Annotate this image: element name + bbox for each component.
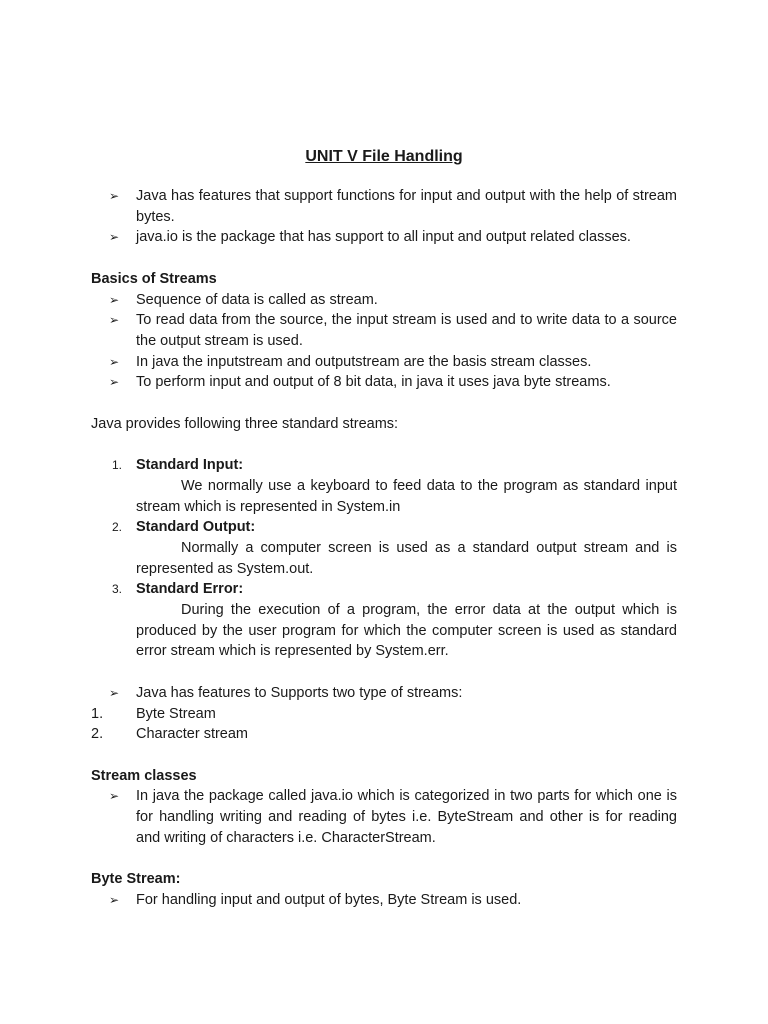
item-label: Standard Input:: [136, 457, 244, 474]
item-description: During the execution of a program, the error data at the output which is produced by the user program for which the computer screen is used as standard error stream which is represented by System.err.: [136, 602, 677, 660]
arrowhead-bullet-icon: ➢: [109, 375, 120, 390]
page-title: UNIT V File Handling: [305, 148, 463, 165]
bullet-text: Java has features that support functions for input and output with the help of stream bytes.: [136, 188, 677, 225]
section-heading-byte-stream: Byte Stream:: [91, 871, 181, 888]
item-description: We normally use a keyboard to feed data to the program as standard input stream which is represented in System.in: [136, 477, 677, 515]
list-item: [91, 704, 677, 725]
list-item: [91, 890, 677, 911]
bullet-text: In java the inputstream and outputstream are the basis stream classes.: [136, 353, 592, 370]
item-text: Byte Stream: [136, 705, 216, 722]
item-number: 1.: [91, 705, 104, 722]
bullet-text: For handling input and output of bytes, Byte Stream is used.: [136, 891, 522, 908]
bullet-text: Sequence of data is called as stream.: [136, 291, 378, 308]
list-item: [91, 455, 677, 476]
arrowhead-bullet-icon: ➢: [109, 292, 120, 307]
spacer: [91, 393, 677, 414]
list-item: [91, 352, 677, 373]
list-item: [91, 186, 677, 227]
section-heading-stream-classes: Stream classes: [91, 767, 197, 784]
arrowhead-bullet-icon: ➢: [109, 230, 120, 245]
bullet-text: In java the package called java.io which is categorized in two parts for which one is for handling writing and reading of bytes i.e. ByteStream and other is for reading and writing of characters i.e. CharacterStream.: [136, 788, 677, 846]
spacer: [91, 745, 677, 766]
arrowhead-bullet-icon: ➢: [109, 685, 120, 700]
document-page: [91, 146, 677, 911]
list-item: [91, 372, 677, 393]
item-label: Standard Error:: [136, 581, 244, 598]
list-item: [91, 786, 677, 848]
spacer: [91, 248, 677, 269]
list-item: [91, 683, 677, 704]
list-item: [91, 290, 677, 311]
standard-streams-intro: Java provides following three standard streams:: [91, 415, 399, 432]
section-heading-basics: Basics of Streams: [91, 270, 217, 287]
arrowhead-bullet-icon: ➢: [109, 313, 120, 328]
item-text: Character stream: [136, 726, 249, 743]
stream-classes-bullet-list: [91, 786, 677, 848]
list-item: [91, 310, 677, 351]
bullet-text: Java has features to Supports two type of streams:: [136, 684, 463, 701]
spacer: [91, 848, 677, 869]
arrowhead-bullet-icon: ➢: [109, 789, 120, 804]
bullet-text: To read data from the source, the input stream is used and to write data to a source the output stream is used.: [136, 312, 677, 349]
list-item: [91, 724, 677, 745]
spacer: [91, 662, 677, 683]
bullet-text: To perform input and output of 8 bit data, in java it uses java byte streams.: [136, 374, 611, 391]
bullet-text: java.io is the package that has support to all input and output related classes.: [136, 229, 631, 246]
intro-bullet-list: [91, 186, 677, 248]
spacer: [91, 434, 677, 455]
item-number: 2.: [91, 726, 104, 743]
arrowhead-bullet-icon: ➢: [109, 354, 120, 369]
basics-bullet-list: [91, 290, 677, 394]
item-number: 1.: [112, 458, 123, 473]
item-number: 3.: [112, 582, 123, 597]
arrowhead-bullet-icon: ➢: [109, 892, 120, 907]
item-label: Standard Output:: [136, 519, 256, 536]
stream-types-list: [91, 683, 677, 745]
arrowhead-bullet-icon: ➢: [109, 189, 120, 203]
list-item: [91, 227, 677, 248]
byte-stream-bullet-list: [91, 890, 677, 911]
list-item: [91, 579, 677, 600]
standard-streams-list: [91, 455, 677, 662]
item-description: Normally a computer screen is used as a standard output stream and is represented as System.out.: [136, 539, 677, 577]
item-number: 2.: [112, 520, 123, 535]
list-item: [91, 517, 677, 538]
